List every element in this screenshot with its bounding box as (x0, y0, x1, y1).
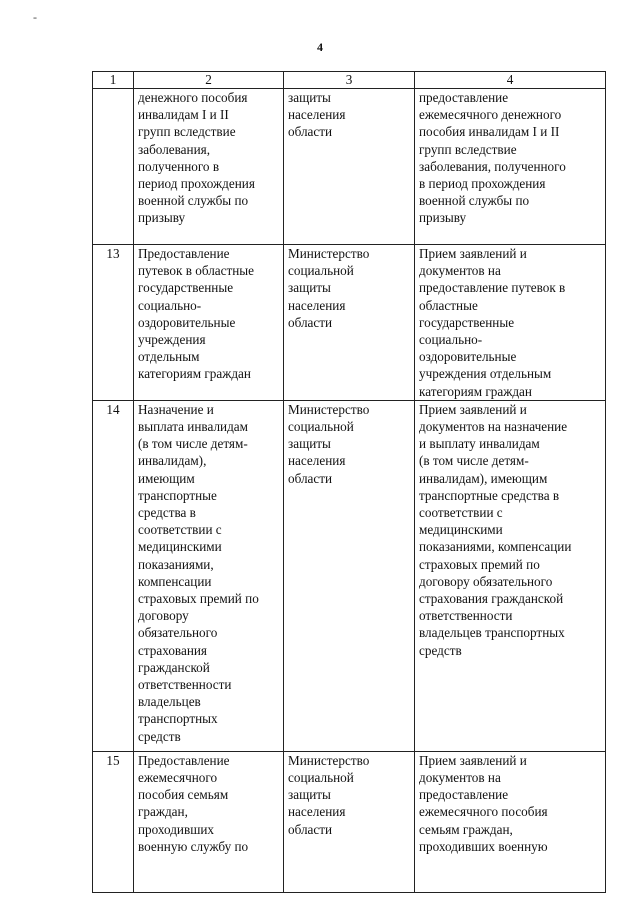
agency-name: Министерство социальной защиты населения области (284, 751, 415, 892)
row-number (93, 89, 134, 245)
table-row (93, 89, 606, 245)
table-row (93, 245, 606, 401)
column-header-3: 3 (284, 72, 415, 89)
header-row (93, 72, 606, 89)
service-name: Предоставление путевок в областные государственные социально- оздоровительные учреждения отдельным категориям граждан (134, 245, 284, 401)
services-table (92, 71, 606, 893)
procedure-text: предоставление ежемесячного денежного пособия инвалидам I и II групп вследствие заболевания, полученного в период прохождения военной службы по призыву (415, 89, 606, 245)
row-number: 14 (93, 400, 134, 751)
service-name: денежного пособия инвалидам I и II групп вследствие заболевания, полученного в период прохождения военной службы по призыву (134, 89, 284, 245)
page-number: 4 (317, 40, 323, 54)
row-number: 13 (93, 245, 134, 401)
agency-name: Министерство социальной защиты населения области (284, 245, 415, 401)
service-name: Предоставление ежемесячного пособия семьям граждан, проходивших военную службу по (134, 751, 284, 892)
agency-name: защиты населения области (284, 89, 415, 245)
procedure-text: Прием заявлений и документов на предоставление путевок в областные государственные социально- оздоровительные учреждения отдельным категориям граждан (415, 245, 606, 401)
scan-mark: - (33, 10, 37, 24)
column-header-4: 4 (415, 72, 606, 89)
procedure-text: Прием заявлений и документов на назначение и выплату инвалидам (в том числе детям- инвалидам), имеющим транспортные средства в соответствии с медицинскими показаниями, компенсации страховых премий по договору обязательного страхования гражданской ответственности владельцев транспортных средств (415, 400, 606, 751)
column-header-2: 2 (134, 72, 284, 89)
service-name: Назначение и выплата инвалидам (в том числе детям- инвалидам), имеющим транспортные средства в соответствии с медицинскими показаниями, компенсации страховых премий по договору обязательного страхования гражданской ответственности владельцев транспортных средств (134, 400, 284, 751)
procedure-text: Прием заявлений и документов на предоставление ежемесячного пособия семьям граждан, проходивших военную (415, 751, 606, 892)
table-row (93, 400, 606, 751)
column-header-1: 1 (93, 72, 134, 89)
table-row (93, 751, 606, 892)
agency-name: Министерство социальной защиты населения области (284, 400, 415, 751)
row-number: 15 (93, 751, 134, 892)
